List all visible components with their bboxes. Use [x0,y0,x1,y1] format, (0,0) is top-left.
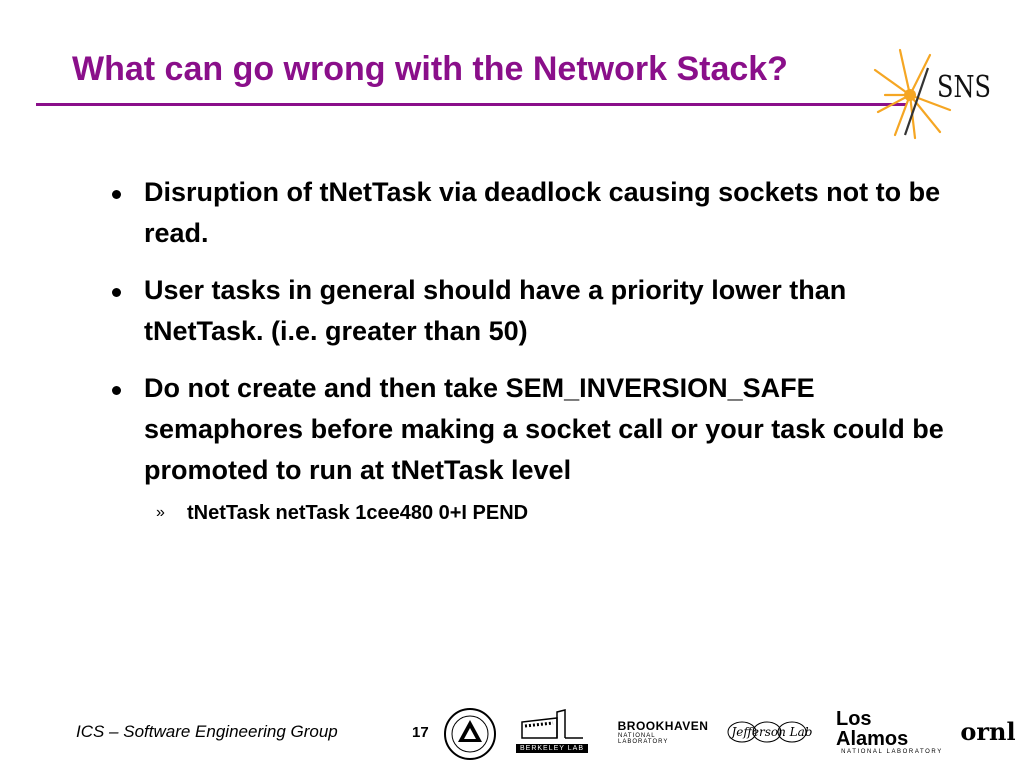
page-number: 17 [412,724,429,741]
ornl-logo: ornl [960,716,1016,746]
bullet-item [112,270,972,352]
los-alamos-subtitle: NATIONAL LABORATORY [841,749,943,755]
berkeley-lab-logo [512,703,592,758]
footer-group-name: ICS – Software Engineering Group [76,722,338,741]
brookhaven-subtitle: NATIONAL LABORATORY [618,733,669,745]
brookhaven-logo [618,717,708,747]
jefferson-lab-text: Jefferson Lab [731,725,813,739]
sub-bullet-item [112,499,972,527]
bullet-dot [112,190,121,199]
slide-title: What can go wrong with the Network Stack? [72,50,788,88]
sns-logo-text: SNS [937,70,991,105]
bullet-item [112,172,972,254]
jefferson-lab-signature-icon [722,714,822,750]
bullet-list [112,172,972,527]
sub-bullet-text: tNetTask netTask 1cee480 0+I PEND [187,502,529,524]
bullet-dot [112,386,121,395]
argonne-logo [440,706,500,762]
los-alamos-logo [836,708,948,755]
bullet-dot [112,288,121,297]
jefferson-lab-logo [722,714,822,750]
bullet-item [112,368,972,491]
title-divider [36,103,906,106]
los-alamos-name: Los Alamos [836,708,909,750]
argonne-seal-icon [442,706,498,762]
berkeley-lab-building-icon [517,708,587,742]
bullet-text: Do not create and then take SEM_INVERSION_SAFE semaphores before making a socket call or your task could be promoted to run at tNetTask level [144,373,944,485]
brookhaven-name: BROOKHAVEN [617,719,709,733]
bullet-text: User tasks in general should have a priority lower than tNetTask. (i.e. greater than 50) [144,275,847,346]
bullet-text: Disruption of tNetTask via deadlock causing sockets not to be read. [144,177,941,248]
sub-bullet-marker: » [156,504,165,521]
berkeley-lab-label: BERKELEY LAB [516,744,588,753]
